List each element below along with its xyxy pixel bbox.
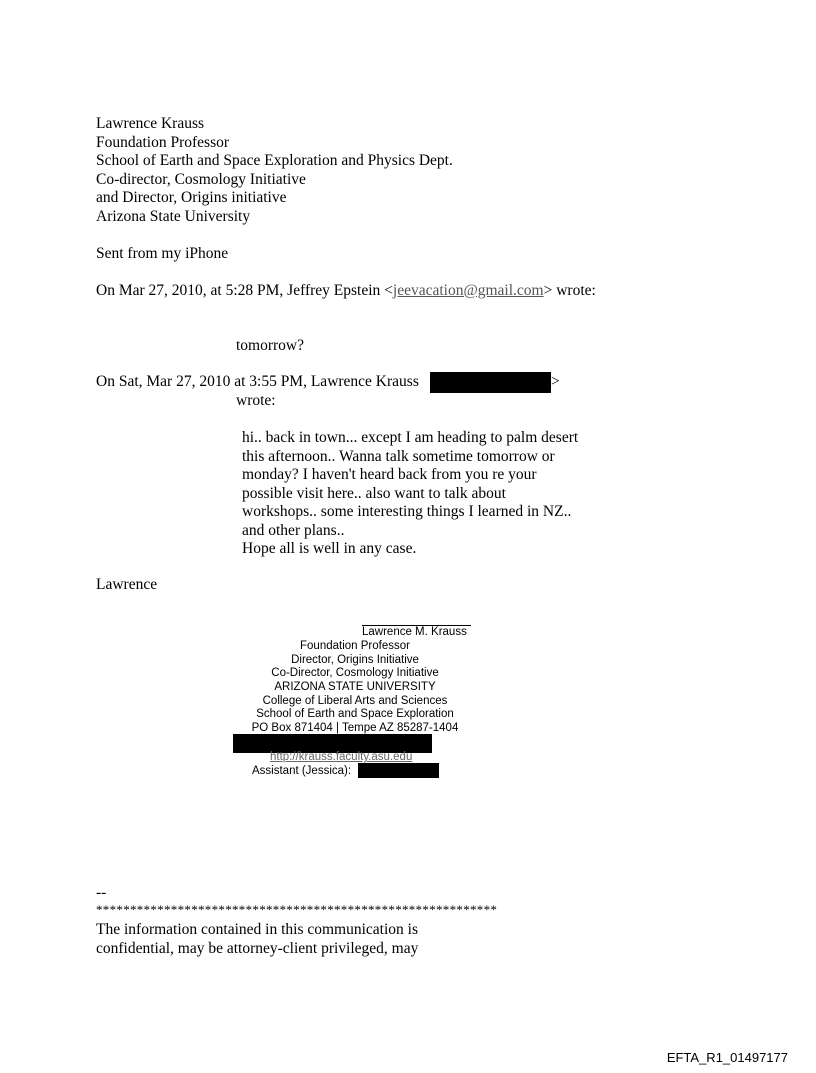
disclaimer-line: The information contained in this communication is bbox=[96, 921, 418, 938]
signature-line: Co-director, Cosmology Initiative bbox=[96, 170, 306, 188]
formal-signature-line: College of Liberal Arts and Sciences bbox=[262, 694, 448, 707]
signature-line: and Director, Origins initiative bbox=[96, 189, 287, 206]
formal-signature-block bbox=[210, 640, 500, 736]
reply-header bbox=[96, 282, 596, 301]
disclaimer-line: confidential, may be attorney-client privileged, may bbox=[96, 940, 419, 957]
signature-line: Arizona State University bbox=[96, 207, 251, 225]
signature-line: Lawrence Krauss bbox=[96, 115, 205, 132]
separator-stars: *********************************************************** bbox=[96, 902, 498, 917]
quoted-header-tail: > bbox=[551, 373, 560, 390]
closing-name: Lawrence bbox=[96, 576, 158, 593]
quoted-body-line: hi.. back in town... except I am heading to palm desert bbox=[242, 429, 579, 446]
sent-from-text: Sent from my iPhone bbox=[96, 245, 229, 262]
separator-dash: -- bbox=[96, 884, 107, 901]
formal-signature-line: Foundation Professor bbox=[300, 640, 410, 652]
quoted-header-line2: wrote: bbox=[236, 392, 276, 409]
formal-signature-line: School of Earth and Space Exploration bbox=[256, 708, 454, 721]
quoted-body-line: monday? I haven't heard back from you re your bbox=[242, 466, 537, 483]
reply-header-suffix: > wrote: bbox=[543, 282, 596, 299]
quoted-body-line: Hope all is well in any case. bbox=[242, 540, 417, 557]
signature-line: Foundation Professor bbox=[96, 133, 230, 151]
assistant-label: Assistant (Jessica): bbox=[252, 765, 352, 777]
quoted-body-line: possible visit here.. also want to talk about bbox=[242, 484, 506, 502]
quoted-body bbox=[242, 429, 578, 559]
quoted-header-line1: On Sat, Mar 27, 2010 at 3:55 PM, Lawrence Krauss bbox=[96, 373, 419, 390]
formal-signature-line: ARIZONA STATE UNIVERSITY bbox=[274, 681, 436, 694]
quoted-body-line: and other plans.. bbox=[242, 521, 345, 539]
reply-text: tomorrow? bbox=[236, 337, 305, 354]
signature-block bbox=[96, 115, 453, 226]
document-id: EFTA_R1_01497177 bbox=[666, 1050, 788, 1065]
reply-header-prefix: On Mar 27, 2010, at 5:28 PM, Jeffrey Epstein < bbox=[96, 282, 393, 299]
formal-signature-line: Director, Origins Initiative bbox=[291, 653, 419, 666]
faculty-url-text[interactable]: http://krauss.faculty.asu.edu bbox=[270, 751, 413, 763]
quoted-body-line: workshops.. some interesting things I learned in NZ.. bbox=[242, 503, 572, 520]
sender-email-link[interactable]: jeevacation@gmail.com bbox=[392, 282, 544, 299]
formal-signature-name: Lawrence M. Krauss bbox=[362, 626, 467, 638]
redaction-box bbox=[430, 372, 551, 393]
signature-line: School of Earth and Space Exploration and Physics Dept. bbox=[96, 152, 453, 169]
redaction-box bbox=[358, 763, 439, 778]
quoted-body-line: this afternoon.. Wanna talk sometime tomorrow or bbox=[242, 447, 555, 465]
formal-signature-line: PO Box 871404 | Tempe AZ 85287-1404 bbox=[251, 722, 459, 735]
formal-signature-line: Co-Director, Cosmology Initiative bbox=[271, 667, 439, 680]
